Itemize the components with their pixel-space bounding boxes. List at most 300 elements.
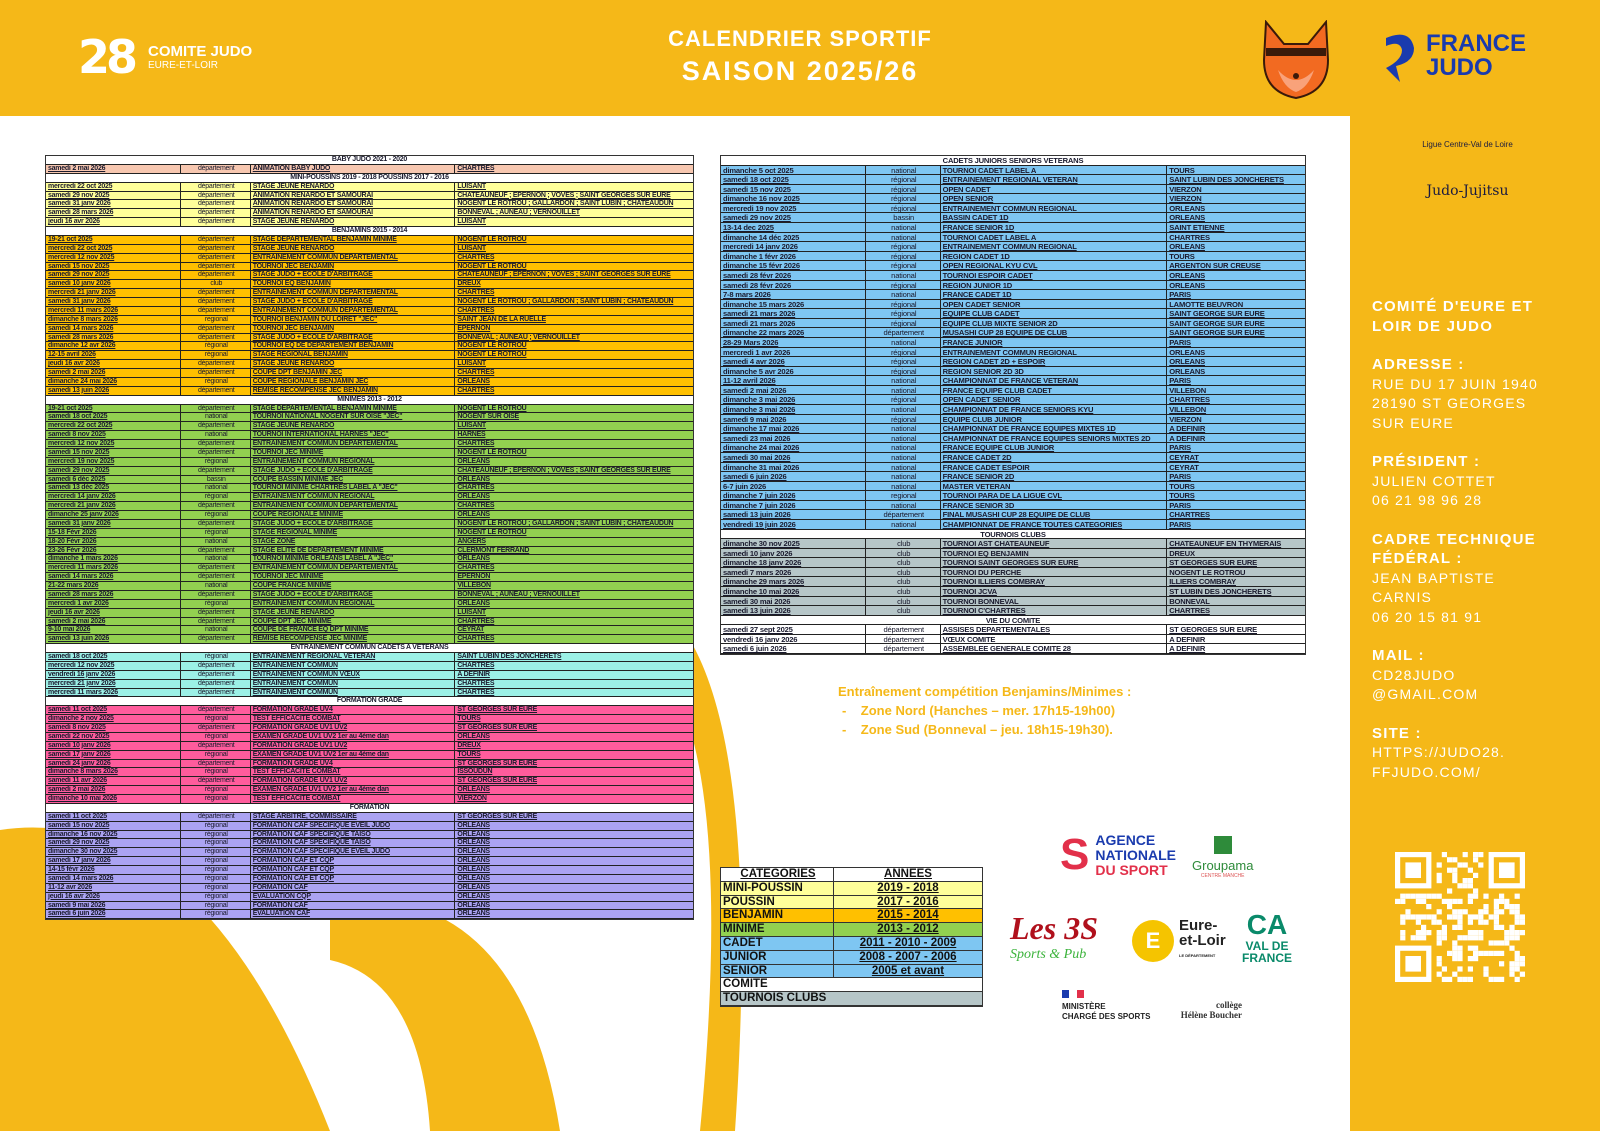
- event-place: ST GEORGES SUR EURE: [457, 759, 538, 767]
- event-place: TOURS: [1169, 491, 1195, 500]
- event-date: 11-12 avr 2026: [46, 884, 181, 892]
- event-name: TOURNOI CADET LABEL A: [941, 166, 1168, 175]
- event-date: samedi 8 nov 2025: [46, 724, 181, 732]
- event-place: ILLIERS COMBRAY: [1169, 577, 1236, 587]
- event-level: département: [181, 520, 251, 528]
- contact-info: [1372, 297, 1538, 801]
- event-place: CHARTRES: [457, 564, 495, 572]
- table-row: [46, 325, 693, 334]
- event-name: REGION JUNIOR 1D: [941, 281, 1168, 290]
- event-level: département: [181, 236, 251, 244]
- event-level: régional: [866, 357, 941, 366]
- event-name: TOURNOI ESPOIR CADET: [941, 271, 1168, 280]
- event-place: ST GEORGES SUR EURE: [1169, 625, 1257, 634]
- event-place: CHARTRES: [1169, 510, 1210, 519]
- event-place: VIERZON: [457, 795, 487, 802]
- event-name: FRANCE EQUIPE CLUB CADET: [941, 386, 1168, 395]
- event-name: REMISE RECOMPENSE JEC BENJAMIN: [251, 387, 456, 395]
- event-place: NOGENT LE ROTROU ; GALLARDON ; SAINT LUBIN ; CHATEAUDUN: [457, 200, 674, 208]
- event-name: TOURNOI EQ DE DEPARTEMENT BENJAMIN: [251, 342, 456, 350]
- event-name: ASSISES DEPARTEMENTALES: [941, 625, 1168, 634]
- event-date: samedi 2 mai 2026: [46, 786, 181, 794]
- event-place: ORLEANS: [457, 839, 490, 847]
- event-place: LUISANT: [457, 360, 486, 368]
- contact-line: JULIEN COTTET: [1372, 472, 1496, 489]
- event-level: département: [181, 209, 251, 217]
- event-name: MASTER VETERAN: [941, 482, 1168, 491]
- event-name: STAGE JUDO + ECOLE D'ARBITRAGE: [251, 298, 456, 306]
- event-level: national: [866, 223, 941, 232]
- event-place: ARGENTON SUR CREUSE: [1169, 261, 1261, 270]
- event-place: CHARTRES: [457, 484, 495, 492]
- table-row: [46, 405, 693, 414]
- event-name: FORMATION CAF: [251, 902, 456, 910]
- table-row: [721, 472, 1305, 482]
- event-date: dimanche 8 mars 2026: [46, 768, 181, 776]
- event-place: NOGENT SUR OISE: [457, 413, 519, 421]
- table-row: [721, 395, 1305, 405]
- fox-mascot-icon: [1258, 20, 1334, 100]
- table-row: [46, 689, 693, 698]
- category-years: 2013 - 2012: [877, 923, 939, 936]
- table-row: [46, 334, 693, 343]
- event-place: CHARTRES: [457, 502, 495, 510]
- table-row: [46, 600, 693, 609]
- event-place: ORLEANS: [1169, 270, 1205, 280]
- event-name: TOURNOI BONNEVAL: [941, 597, 1168, 606]
- event-level: département: [181, 360, 251, 368]
- contact-heading: ADRESSE :: [1372, 356, 1465, 373]
- event-name: EVALUATION CQP: [251, 893, 456, 901]
- table-row: [46, 413, 693, 422]
- event-level: régional: [181, 600, 251, 608]
- table-row: [721, 300, 1305, 310]
- category-name: MINIME: [721, 923, 834, 936]
- comite-logo: [78, 30, 253, 84]
- event-date: samedi 2 mai 2026: [46, 618, 181, 626]
- event-level: national: [866, 463, 941, 472]
- event-date: samedi 10 janv 2026: [721, 549, 866, 558]
- event-name: ASSEMBLEE GENERALE COMITE 28: [941, 644, 1168, 653]
- event-place: NOGENT LE ROTROU ; GALLARDON ; SAINT LUBIN ; CHATEAUDUN: [457, 298, 674, 305]
- event-date: mercredi 12 nov 2025: [46, 662, 181, 670]
- event-date: mercredi 19 nov 2025: [721, 204, 866, 213]
- event-name: CHAMPIONNAT DE FRANCE EQUIPES MIXTES 1D: [941, 424, 1168, 433]
- event-date: samedi 28 mars 2026: [46, 334, 181, 342]
- ans-line: NATIONALE: [1095, 846, 1176, 863]
- event-place: PARIS: [1169, 443, 1191, 452]
- event-place: NOGENT LE ROTROU: [457, 351, 527, 359]
- qr-code[interactable]: [1395, 852, 1525, 982]
- college-line: collège: [1216, 1000, 1242, 1010]
- event-name: STAGE JUDO + ECOLE D'ARBITRAGE: [251, 520, 456, 528]
- contact-line: SUR EURE: [1372, 414, 1454, 431]
- event-date: samedi 30 mai 2026: [721, 597, 866, 606]
- event-level: département: [181, 502, 251, 510]
- event-place: ORLEANS: [1169, 366, 1205, 376]
- event-name: ENTRAINEMENT COMMUN DEPARTEMENTAL: [251, 289, 456, 297]
- table-row: [721, 290, 1305, 300]
- event-name: ENTRAINEMENT REGIONAL VETERAN: [251, 653, 456, 661]
- event-name: CHAMPIONNAT DE FRANCE SENIORS KYU: [941, 405, 1168, 414]
- table-row: [721, 434, 1305, 444]
- event-date: samedi 18 oct 2025: [721, 175, 866, 184]
- category-years: 2017 - 2016: [877, 895, 939, 908]
- event-name: OPEN CADET SENIOR: [941, 395, 1168, 404]
- training-title: Entraînement compétition Benjamins/Minimes :: [838, 684, 1132, 699]
- org-subtitle: EURE-ET-LOIR: [148, 60, 219, 71]
- event-name: ANIMATION BABY JUDO: [251, 165, 456, 173]
- section-header: FORMATION GRADE: [46, 697, 693, 706]
- event-place: CHARTRES: [1169, 395, 1210, 405]
- event-level: département: [866, 510, 941, 519]
- event-name: FRANCE CADET 1D: [941, 290, 1168, 299]
- event-place: A DEFINIR: [1169, 634, 1206, 644]
- event-place: ORLEANS: [457, 599, 490, 607]
- event-place: CHARTRES: [1169, 606, 1210, 615]
- table-row: [46, 422, 693, 431]
- event-name: STAGE JEUNE RENARDO: [251, 183, 456, 191]
- event-name: TOURNOI SAINT GEORGES SUR EURE: [941, 558, 1168, 567]
- event-place: ORLEANS: [1169, 347, 1205, 357]
- table-row: [46, 218, 693, 227]
- event-level: régional: [866, 175, 941, 184]
- event-date: dimanche 24 mai 2026: [721, 443, 866, 452]
- category-row: [721, 937, 982, 951]
- table-row: [46, 529, 693, 538]
- event-date: samedi 7 mars 2026: [721, 568, 866, 577]
- table-row: [46, 626, 693, 635]
- event-name: TOURNOI MINIME CHARTRES LABEL A "JEC": [251, 484, 456, 492]
- table-row: [46, 183, 693, 192]
- event-name: STAGE DEPARTEMENTAL BENJAMIN MINIME: [251, 236, 456, 244]
- event-level: national: [181, 555, 251, 563]
- event-name: TEST EFFICACITE COMBAT: [251, 768, 456, 776]
- event-name: FRANCE EQUIPE CLUB JUNIOR: [941, 443, 1168, 452]
- page-title: [560, 26, 1040, 87]
- event-level: national: [866, 520, 941, 529]
- france-judo-mark-icon: [1380, 28, 1420, 84]
- event-date: samedi 28 mars 2026: [46, 591, 181, 599]
- event-place: TOURS: [1169, 165, 1195, 175]
- event-name: ENTRAINEMENT COMMUN REGIONAL: [941, 204, 1168, 213]
- event-level: département: [181, 573, 251, 581]
- contact-heading: LOIR DE JUDO: [1372, 317, 1494, 335]
- event-date: dimanche 17 mai 2026: [721, 424, 866, 433]
- table-row: [46, 751, 693, 760]
- event-name: STAGE JEUNE RENARDO: [251, 218, 456, 226]
- table-row: [721, 281, 1305, 291]
- event-place: EPERNON: [457, 324, 491, 332]
- event-place: ORLEANS: [457, 866, 490, 873]
- event-level: national: [866, 233, 941, 242]
- event-place: DREUX: [457, 280, 481, 288]
- event-date: samedi 29 nov 2025: [46, 192, 181, 200]
- table-row: [46, 458, 693, 467]
- table-row: [46, 884, 693, 893]
- table-row: [46, 360, 693, 369]
- event-level: département: [181, 564, 251, 572]
- event-name: CHAMPIONNAT DE FRANCE EQUIPES SENIORS MIXTES 2D: [941, 434, 1168, 443]
- event-date: mercredi 22 oct 2025: [46, 245, 181, 253]
- groupama-logo: [1192, 836, 1253, 879]
- event-date: dimanche 7 juin 2026: [721, 501, 866, 510]
- event-place: ST LUBIN DES JONCHERETS: [1169, 587, 1272, 596]
- event-place: CHARTRES: [457, 253, 495, 261]
- event-name: STAGE REGIONAL MINIME: [251, 529, 456, 537]
- event-date: dimanche 12 avr 2026: [46, 342, 181, 350]
- event-date: dimanche 1 févr 2026: [721, 252, 866, 261]
- event-name: ANIMATION RENARDO ET SAMOURAÏ: [251, 209, 456, 217]
- section-header: BENJAMINS 2015 - 2014: [46, 227, 693, 236]
- event-place: NOGENT LE ROTROU ; GALLARDON ; SAINT LUBIN ; CHATEAUDUN: [457, 519, 674, 527]
- table-row: [721, 233, 1305, 243]
- category-name: SENIOR: [721, 965, 834, 978]
- event-name: EQUIPE CLUB MIXTE SENIOR 2D: [941, 319, 1168, 328]
- table-row: [721, 166, 1305, 176]
- event-name: FRANCE SENIOR 3D: [941, 501, 1168, 510]
- table-row: [46, 875, 693, 884]
- category-years: 2011 - 2010 - 2009: [859, 936, 957, 949]
- table-row: [46, 839, 693, 848]
- section-header: MINI-POUSSINS 2019 - 2018 POUSSINS 2017 - 2016: [46, 174, 693, 183]
- event-date: dimanche 7 juin 2026: [721, 491, 866, 500]
- table-row: [46, 520, 693, 529]
- event-place: ORLEANS: [457, 857, 490, 865]
- event-place: ORLEANS: [1169, 242, 1205, 251]
- event-level: département: [181, 547, 251, 555]
- event-date: dimanche 2 nov 2025: [46, 715, 181, 723]
- event-date: jeudi 16 avr 2026: [46, 218, 181, 226]
- contact-heading: COMITÉ D'EURE ET: [1372, 298, 1534, 315]
- event-level: régional: [181, 458, 251, 466]
- section-header: VIE DU COMITE: [721, 616, 1305, 626]
- table-row: [46, 866, 693, 875]
- event-name: TOURNOI JEC MINIME: [251, 573, 456, 581]
- event-level: département: [181, 760, 251, 768]
- event-name: ENTRAINEMENT COMMUN VŒUX: [251, 671, 456, 679]
- event-place: LUISANT: [457, 608, 486, 616]
- event-date: samedi 9 mai 2026: [46, 902, 181, 910]
- category-row: [721, 923, 982, 937]
- event-place: ORLEANS: [457, 377, 490, 385]
- event-place: BONNEVAL ; AUNEAU ; VERNOUILLET: [457, 590, 580, 598]
- table-row: [721, 453, 1305, 463]
- event-level: département: [181, 334, 251, 342]
- event-place: CHARTRES: [457, 386, 495, 394]
- event-date: samedi 4 avr 2026: [721, 357, 866, 366]
- table-row: [46, 609, 693, 618]
- event-level: département: [181, 369, 251, 377]
- event-date: samedi 6 juin 2026: [721, 472, 866, 481]
- contact-line[interactable]: @GMAIL.COM: [1372, 686, 1479, 702]
- event-level: département: [866, 635, 941, 644]
- event-place: NOGENT LE ROTROU: [457, 404, 527, 412]
- event-place: ORLEANS: [457, 732, 490, 740]
- category-years: 2015 - 2014: [877, 909, 939, 922]
- event-date: samedi 29 nov 2025: [46, 467, 181, 475]
- event-place: LAMOTTE BEUVRON: [1169, 299, 1244, 309]
- event-level: régional: [181, 378, 251, 386]
- event-place: DREUX: [1169, 548, 1195, 558]
- event-date: dimanche 5 oct 2025: [721, 166, 866, 175]
- table-row: [721, 213, 1305, 223]
- event-name: EQUIPE CLUB CADET: [941, 309, 1168, 318]
- contact-heading: MAIL :: [1372, 647, 1425, 664]
- ca-line: VAL DE: [1245, 939, 1289, 953]
- event-name: VŒUX COMITE: [941, 635, 1168, 644]
- event-level: régional: [181, 884, 251, 892]
- ans-logo: [1060, 830, 1176, 880]
- event-date: samedi 2 mai 2026: [721, 386, 866, 395]
- event-name: COUPE DE FRANCE EQ DPT MINIME: [251, 626, 456, 634]
- event-name: COUPE BASSIN MINIME JEC: [251, 476, 456, 484]
- event-place: ANGERS: [457, 537, 486, 545]
- event-date: samedi 13 juin 2026: [721, 510, 866, 519]
- event-name: ENTRAINEMENT COMMUN: [251, 680, 456, 688]
- event-date: samedi 30 mai 2026: [721, 453, 866, 462]
- table-row: [46, 378, 693, 387]
- event-date: dimanche 14 déc 2025: [721, 233, 866, 242]
- event-level: département: [181, 183, 251, 191]
- event-level: département: [181, 680, 251, 688]
- table-row: [46, 493, 693, 502]
- credit-agricole-icon: CA: [1246, 909, 1288, 940]
- contact-line[interactable]: FFJUDO.COM/: [1372, 763, 1481, 780]
- les3s-sub: Sports & Pub: [1010, 947, 1087, 962]
- event-level: département: [181, 742, 251, 750]
- table-row: [46, 298, 693, 307]
- event-name: ANIMATION RENARDO ET SAMOURAÏ: [251, 192, 456, 200]
- event-place: CHARTRES: [457, 369, 495, 376]
- event-name: STAGE JEUNE RENARDO: [251, 609, 456, 617]
- event-date: samedi 22 nov 2025: [46, 733, 181, 741]
- table-row: [721, 405, 1305, 415]
- event-date: mercredi 21 janv 2026: [46, 289, 181, 297]
- contact-heading: CADRE TECHNIQUE: [1372, 530, 1536, 548]
- event-name: TOURNOI JEC BENJAMIN: [251, 263, 456, 271]
- event-date: samedi 14 mars 2026: [46, 573, 181, 581]
- contact-line[interactable]: HTTPS://JUDO28.: [1372, 744, 1506, 760]
- table-row: [721, 482, 1305, 492]
- event-place: ORLEANS: [1169, 280, 1205, 290]
- table-row: [46, 777, 693, 786]
- event-place: VILLEBON: [1169, 405, 1207, 414]
- event-date: samedi 23 mai 2026: [721, 434, 866, 443]
- event-date: samedi 6 juin 2026: [721, 644, 866, 653]
- event-date: dimanche 10 mai 2026: [46, 795, 181, 803]
- event-date: samedi 31 janv 2026: [46, 298, 181, 306]
- event-date: mercredi 22 oct 2025: [46, 422, 181, 430]
- event-name: FORMATION CAF ET CQP: [251, 875, 456, 883]
- years-header: ANNEES: [884, 868, 932, 880]
- table-row: [46, 662, 693, 671]
- event-place: TOURS: [1169, 481, 1195, 491]
- table-row: [46, 573, 693, 582]
- event-name: STAGE JEUNE RENARDO: [251, 422, 456, 430]
- event-date: samedi 28 févr 2026: [721, 281, 866, 290]
- event-place: PARIS: [1169, 337, 1191, 347]
- table-row: [46, 795, 693, 804]
- event-place: ORLEANS: [457, 892, 490, 900]
- event-date: dimanche 25 janv 2026: [46, 511, 181, 519]
- event-place: SAINT GEORGE SUR EURE: [1169, 328, 1265, 337]
- event-level: national: [181, 413, 251, 421]
- event-name: REGION CADET 2D + ESPOIR: [941, 357, 1168, 366]
- event-place: CLERMONT FERRAND: [457, 546, 530, 554]
- event-name: STAGE REGIONAL BENJAMIN: [251, 351, 456, 359]
- calendar-table-right: [720, 155, 1306, 655]
- event-date: jeudi 16 avr 2026: [46, 609, 181, 617]
- event-date: 13-14 dec 2025: [721, 223, 866, 232]
- event-date: 14-15 févr 2026: [46, 866, 181, 874]
- event-level: régional: [866, 395, 941, 404]
- event-name: TOURNOI JCVA: [941, 587, 1168, 596]
- org-name: COMITE JUDO: [148, 43, 253, 60]
- table-row: [721, 424, 1305, 434]
- table-row: [46, 768, 693, 777]
- event-place: VIERZON: [1169, 194, 1202, 203]
- event-name: ENTRAINEMENT COMMUN DEPARTEMENTAL: [251, 254, 456, 262]
- event-level: national: [866, 424, 941, 433]
- event-place: SAINT GEORGE SUR EURE: [1169, 309, 1265, 318]
- event-level: département: [866, 625, 941, 634]
- table-row: [46, 200, 693, 209]
- event-place: ORLEANS: [457, 874, 490, 882]
- event-level: national: [866, 434, 941, 443]
- event-name: OPEN CADET: [941, 185, 1168, 194]
- event-date: samedi 24 janv 2026: [46, 760, 181, 768]
- table-row: [46, 733, 693, 742]
- event-name: ENTRAINEMENT COMMUN REGIONAL: [941, 348, 1168, 357]
- event-level: département: [181, 777, 251, 785]
- event-place: DREUX: [457, 741, 481, 749]
- event-level: département: [181, 289, 251, 297]
- event-name: COUPE REGIONALE MINIME: [251, 511, 456, 519]
- event-date: samedi 11 oct 2025: [46, 706, 181, 714]
- category-name: BENJAMIN: [721, 909, 834, 922]
- contact-line[interactable]: CD28JUDO: [1372, 666, 1456, 683]
- event-name: ENTRAINEMENT COMMUN REGIONAL: [251, 493, 456, 501]
- table-row: [46, 538, 693, 547]
- event-place: LUISANT: [457, 244, 486, 252]
- event-name: FORMATION CAF SPECIFIQUE TAISO: [251, 839, 456, 847]
- event-date: 6-7 juin 2026: [721, 482, 866, 491]
- event-name: STAGE JUDO + ECOLE D'ARBITRAGE: [251, 591, 456, 599]
- table-row: [46, 724, 693, 733]
- event-name: TEST EFFICACITE COMBAT: [251, 795, 456, 803]
- event-date: 18-20 Févr 2026: [46, 538, 181, 546]
- eure-et-loir-icon: E: [1132, 920, 1174, 962]
- event-level: régional: [181, 751, 251, 759]
- event-name: TOURNOI NATIONAL NOGENT SUR OISE "JEC": [251, 413, 456, 421]
- event-place: ORLEANS: [457, 786, 490, 794]
- event-date: jeudi 16 avr 2026: [46, 893, 181, 901]
- table-row: [46, 289, 693, 298]
- event-name: EXAMEN GRADE UV1 UV2 1er au 4ème dan: [251, 786, 456, 794]
- ca-line: FRANCE: [1242, 951, 1292, 965]
- event-place: ST GEORGES SUR EURE: [1169, 558, 1257, 567]
- event-date: samedi 2 mai 2026: [46, 369, 181, 377]
- category-row: [721, 951, 982, 965]
- event-name: STAGE JUDO + ECOLE D'ARBITRAGE: [251, 334, 456, 342]
- event-place: LUISANT: [457, 182, 486, 190]
- title-line1: CALENDRIER SPORTIF: [668, 26, 932, 51]
- event-place: VIERZON: [1169, 414, 1202, 424]
- event-place: A DEFINIR: [457, 670, 490, 678]
- event-level: département: [181, 218, 251, 226]
- france-judo-logo: [1380, 28, 1526, 84]
